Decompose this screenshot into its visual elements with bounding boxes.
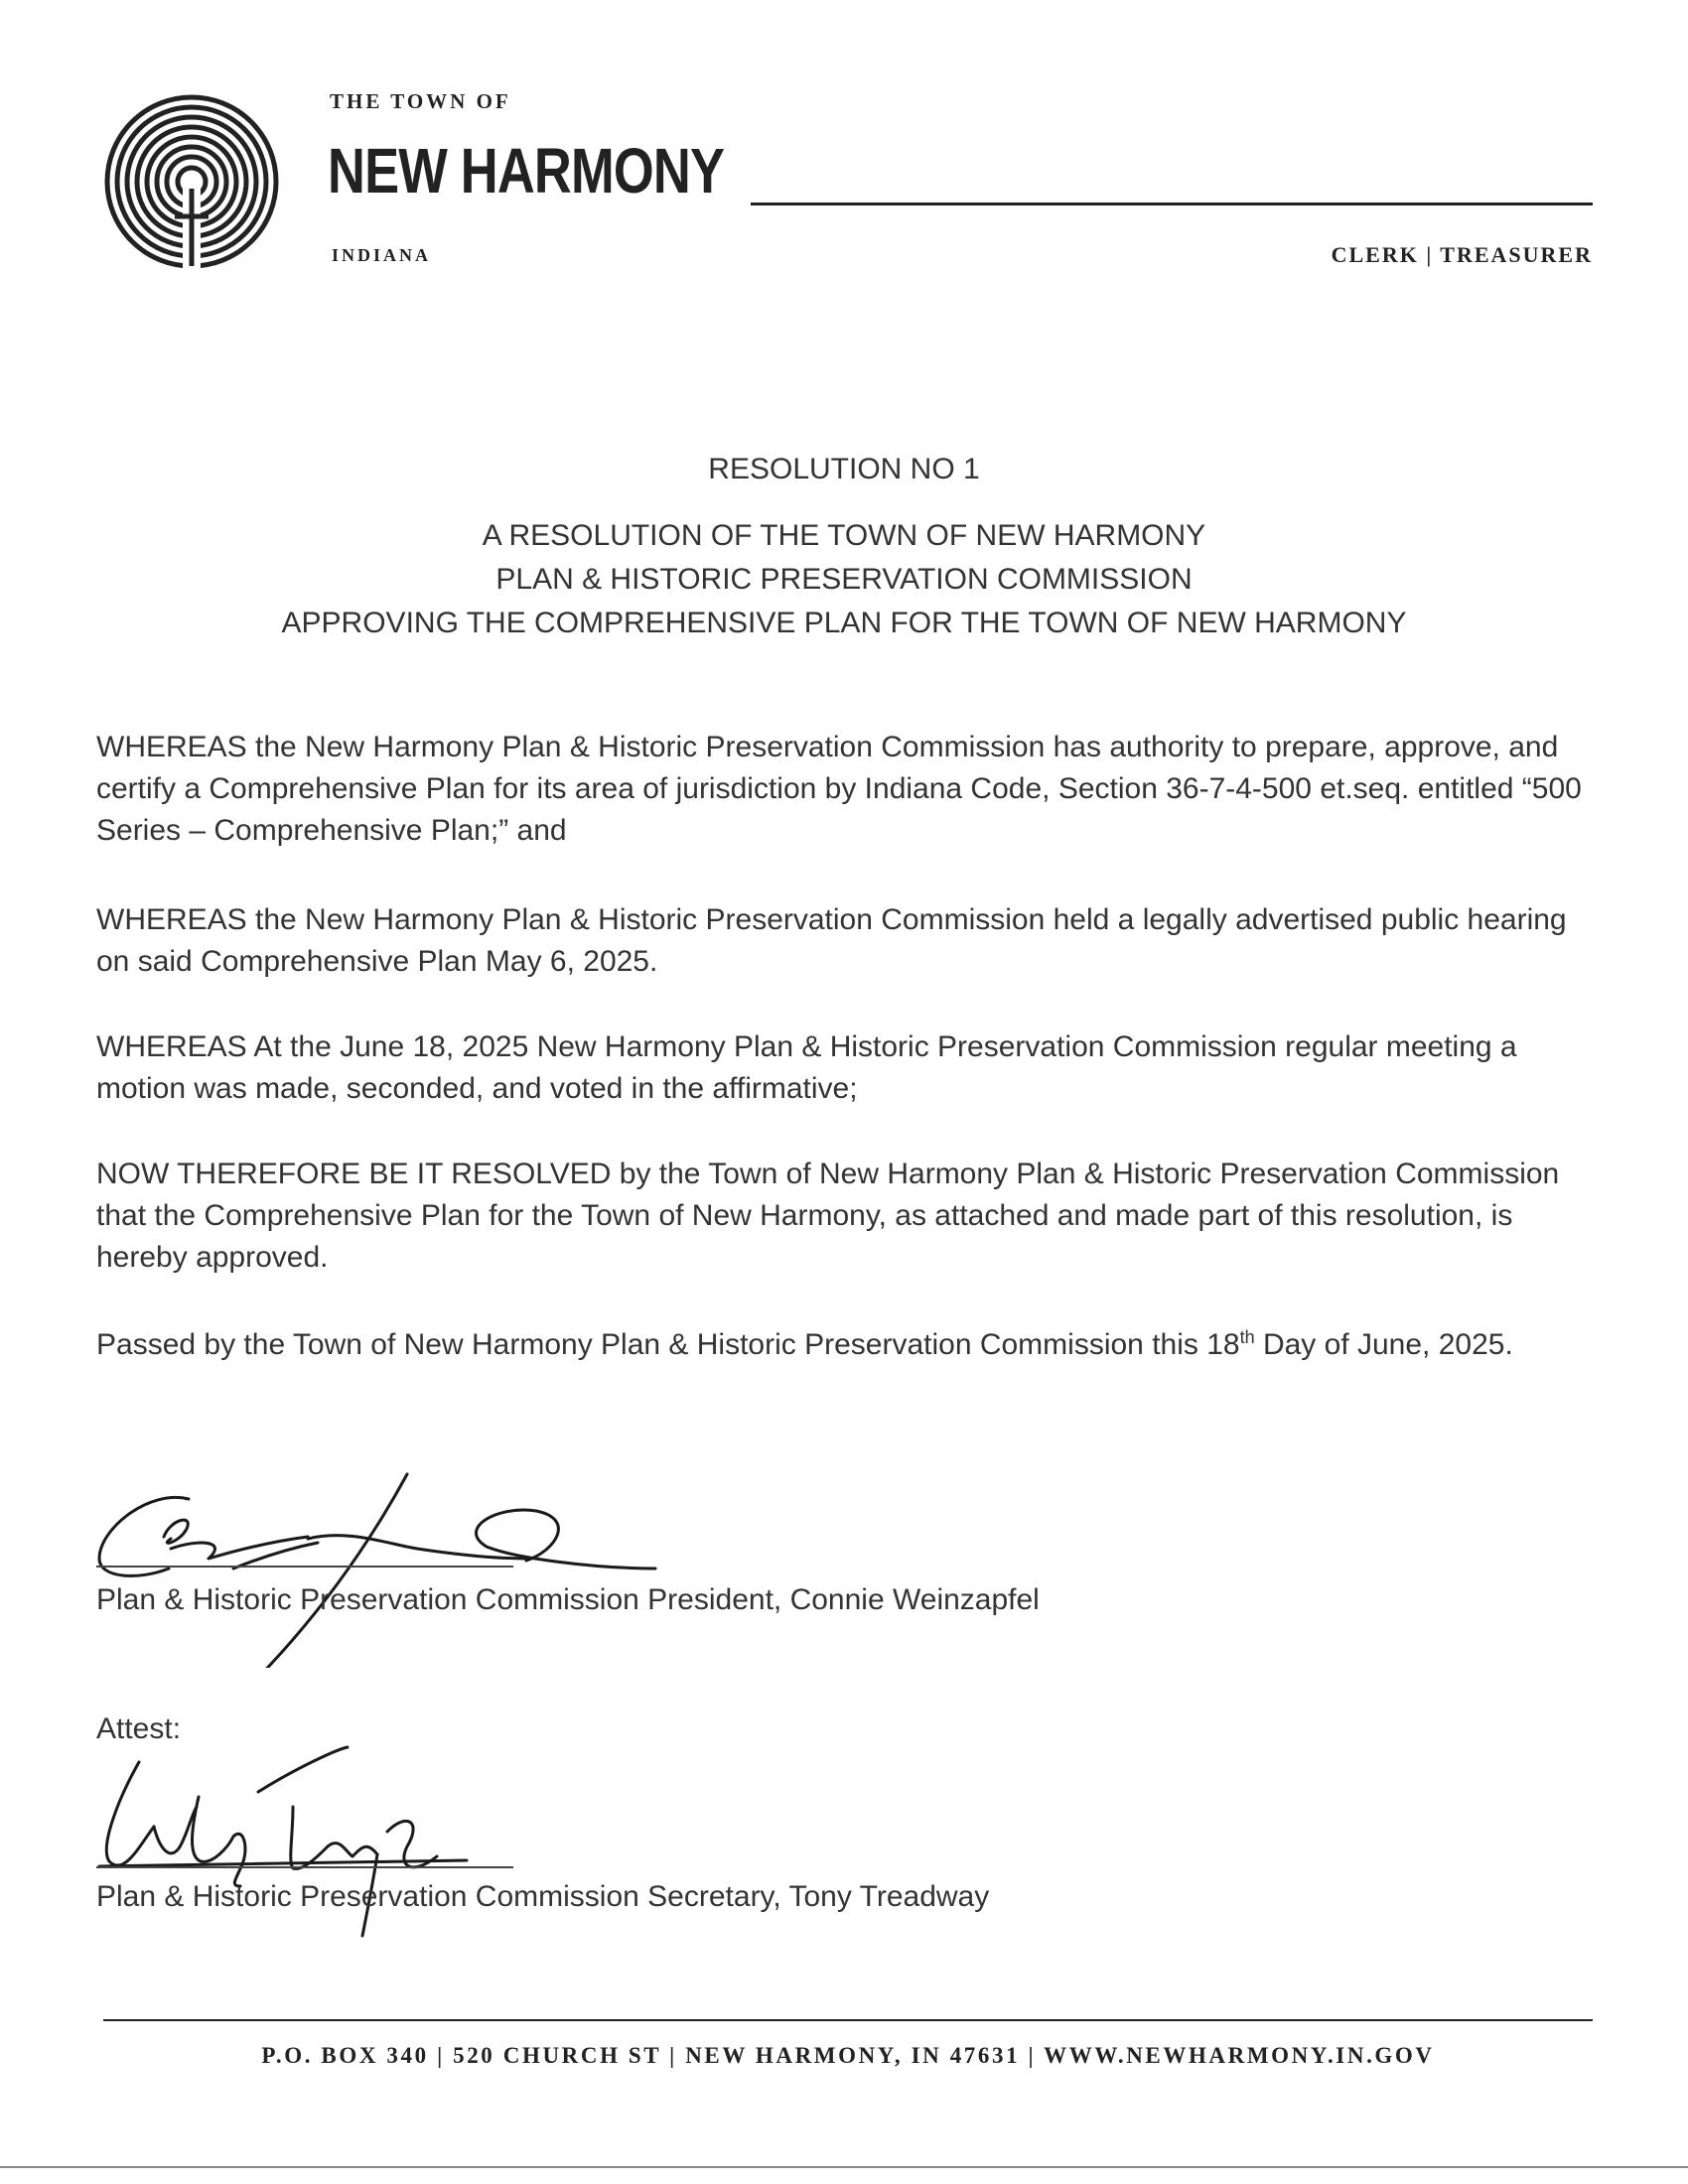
attest-label: Attest: xyxy=(96,1712,182,1745)
header-rule xyxy=(751,203,1593,205)
whereas-paragraph-1: WHEREAS the New Harmony Plan & Historic Preservation Commission has authority to prepare, approve, and certify a Comprehensive Plan for its area of jurisdiction by Indiana Code, Section 36-7-4-500 et.seq. entitled “500 Series – Comprehensive Plan;” and xyxy=(96,731,1582,847)
resolution-number: RESOLUTION NO 1 xyxy=(708,453,980,485)
secretary-signature-line xyxy=(96,1866,513,1868)
secretary-signature-icon xyxy=(79,1737,526,1946)
title-line-3: APPROVING THE COMPREHENSIVE PLAN FOR THE TOWN OF NEW HARMONY xyxy=(281,607,1407,639)
town-name: NEW HARMONY xyxy=(328,135,725,206)
resolution-title xyxy=(0,514,1688,645)
president-signature-label: Plan & Historic Preservation Commission President, Connie Weinzapfel xyxy=(96,1583,1040,1616)
passed-text-end: Day of June, 2025. xyxy=(1254,1328,1513,1361)
secretary-signature-label: Plan & Historic Preservation Commission Secretary, Tony Treadway xyxy=(96,1880,990,1913)
department-label: CLERK | TREASURER xyxy=(1331,242,1593,267)
footer-address: P.O. BOX 340 | 520 CHURCH ST | NEW HARMONY, IN 47631 | WWW.NEWHARMONY.IN.GOV xyxy=(261,2043,1435,2068)
whereas-paragraph-3: WHEREAS At the June 18, 2025 New Harmony Plan & Historic Preservation Commission regular meeting a motion was made, seconded, and voted in the affirmative; xyxy=(96,1030,1517,1105)
scan-edge-line xyxy=(0,2166,1688,2168)
title-line-1: A RESOLUTION OF THE TOWN OF NEW HARMONY xyxy=(482,519,1206,552)
title-line-2: PLAN & HISTORIC PRESERVATION COMMISSION xyxy=(495,563,1193,596)
president-signature-line xyxy=(96,1566,513,1568)
ordinal-suffix: th xyxy=(1239,1327,1255,1347)
town-of-label: THE TOWN OF xyxy=(330,89,511,113)
footer-rule xyxy=(103,2019,1593,2021)
labyrinth-logo-icon xyxy=(103,93,280,270)
state-label: INDIANA xyxy=(332,245,432,265)
passed-text: Passed by the Town of New Harmony Plan & Historic Preservation Commission this 18 xyxy=(96,1328,1240,1361)
whereas-paragraph-2: WHEREAS the New Harmony Plan & Historic Preservation Commission held a legally advertised public hearing on said Comprehensive Plan May 6, 2025. xyxy=(96,903,1567,978)
resolved-paragraph: NOW THEREFORE BE IT RESOLVED by the Town of New Harmony Plan & Historic Preservation Commission that the Comprehensive Plan for the Town of New Harmony, as attached and made part of this resolution, is hereby approved. xyxy=(96,1158,1560,1274)
passed-paragraph xyxy=(96,1324,1596,1366)
president-signature-icon xyxy=(60,1469,675,1668)
